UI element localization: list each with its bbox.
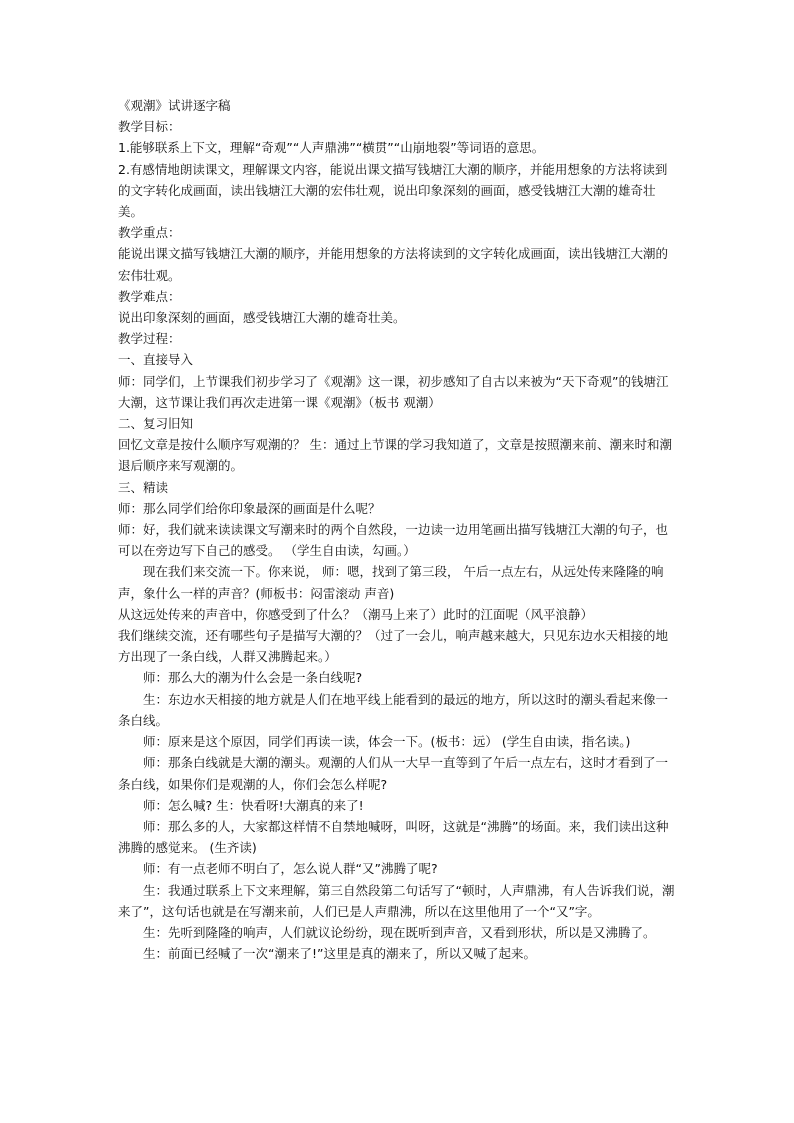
dialogue-line: 现在我们来交流一下。你来说， 师：嗯，找到了第三段， 午后一点左右，从远处传来隆隆的响声，象什么一样的声音？(师板书：闷雷滚动 声音): [118, 564, 664, 601]
section-heading: 二、复习旧知: [118, 416, 194, 432]
dialogue-line: 师：那条白线就是大潮的潮头。观潮的人们从一大早一直等到了午后一点左右，这时才看到了一条白线，如果你们是观潮的人，你们会怎么样呢?: [118, 755, 669, 792]
section-text: 师：同学们，上节课我们初步学习了《观潮》这一课，初步感知了自古以来被为“天下奇观”的钱塘江大潮，这节课让我们再次走进第一课《观潮》（板书 观潮）: [118, 373, 669, 410]
dialogue-line: 师：那么多的人，大家都这样情不自禁地喊呀，叫呀，这就是“沸腾”的场面。来，我们读出这种沸腾的感觉来。 (生齐读): [118, 818, 669, 856]
key-points-text: 能说出课文描写钱塘江大潮的顺序，并能用想象的方法将读到的文字转化成画面，读出钱塘江大潮的宏伟壮观。: [118, 246, 669, 283]
document-title: 《观潮》试讲逐字稿: [118, 98, 231, 113]
dialogue-line: 师：那么大的潮为什么会是一条白线呢?: [143, 670, 363, 686]
dialogue-line: 师：原来是这个原因，同学们再读一读，体会一下。(板书：远） (学生自由读，指名读。): [143, 734, 631, 750]
objectives-heading: 教学目标：: [118, 119, 181, 135]
section-heading: 三、精读: [118, 479, 169, 495]
process-heading: 教学过程：: [118, 331, 181, 347]
difficulties-text: 说出印象深刻的画面，感受钱塘江大潮的雄奇壮美。: [118, 310, 406, 326]
dialogue-line: 生：先听到隆隆的响声，人们就议论纷纷，现在既听到声音，又看到形状，所以是又沸腾了。: [143, 924, 656, 940]
dialogue-line: 生：前面已经喊了一次“潮来了!”这里是真的潮来了，所以又喊了起来。: [143, 946, 536, 962]
difficulties-heading: 教学难点：: [118, 288, 181, 304]
objective-item: 1.能够联系上下文，理解“奇观”“人声鼎沸”“横贯”“山崩地裂”等词语的意思。: [118, 140, 545, 156]
dialogue-line: 师：有一点老师不明白了，怎么说人群“又”沸腾了呢?: [143, 861, 438, 877]
objective-item: 2.有感情地朗读课文，理解课文内容，能说出课文描写钱塘江大潮的顺序，并能用想象的方法将读到的文字转化成画面，读出钱塘江大潮的宏伟壮观，说出印象深刻的画面，感受钱塘江大潮的雄奇壮美。: [118, 161, 668, 220]
dialogue-line: 师：那么同学们给你印象最深的画面是什么呢？: [118, 500, 381, 516]
key-points-heading: 教学重点：: [118, 225, 181, 241]
dialogue-line: 师：怎么喊? 生：快看呀!大潮真的来了!: [143, 797, 364, 813]
section-heading: 一、直接导入: [118, 352, 194, 368]
section-text: 回忆文章是按什么顺序写观潮的？ 生：通过上节课的学习我知道了，文章是按照潮来前、潮来时和潮退后顺序来写观潮的。: [118, 437, 672, 474]
dialogue-line: 我们继续交流，还有哪些句子是描写大潮的？（过了一会儿，响声越来越大，只见东边水天相接的地方出现了一条白线，人群又沸腾起来。）: [118, 628, 669, 665]
dialogue-line: 从这远处传来的声音中，你感受到了什么？（潮马上来了）此时的江面呢（风平浪静）: [118, 606, 594, 622]
dialogue-line: 生：我通过联系上下文来理解，第三自然段第二句话写了“顿时，人声鼎沸，有人告诉我们说，潮来了”，这句话也就是在写潮来前，人们已是人声鼎沸，所以在这里他用了一个“又”字。: [118, 882, 675, 919]
dialogue-line: 师：好，我们就来读读课文写潮来时的两个自然段，一边读一边用笔画出描写钱塘江大潮的句子，也可以在旁边写下自己的感受。 （学生自由读，勾画。）: [118, 522, 669, 559]
dialogue-line: 生：东边水天相接的地方就是人们在地平线上能看到的最远的地方，所以这时的潮头看起来像一条白线。: [118, 691, 669, 728]
document-page: [118, 95, 678, 964]
